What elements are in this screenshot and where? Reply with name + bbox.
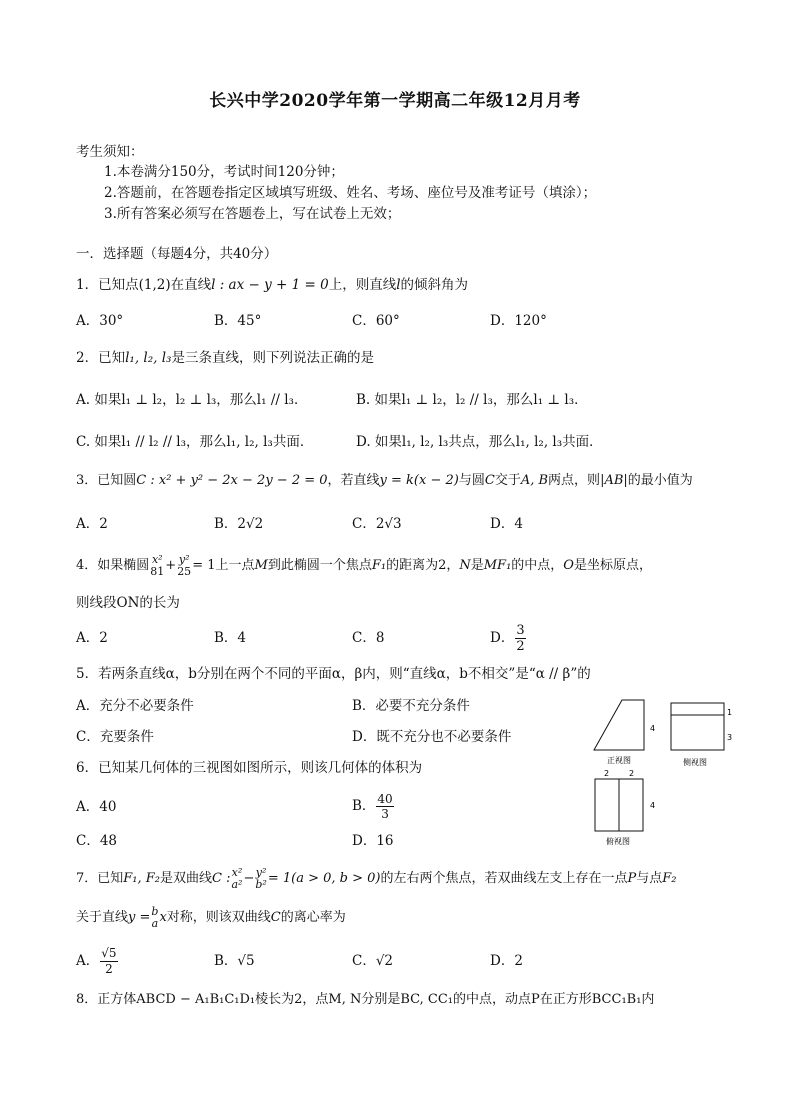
top-width-label-right: 2: [629, 769, 635, 778]
q5-option-d: D．既不充分也不必要条件: [352, 729, 512, 745]
q2-option-c: C. 如果l₁ // l₂ // l₃，那么l₁, l₂, l₃共面．: [76, 434, 314, 450]
q2-option-a: A. 如果l₁ ⊥ l₂，l₂ ⊥ l₃，那么l₁ // l₃．: [76, 392, 308, 408]
question-8: 8．正方体ABCD − A₁B₁C₁D₁棱长为2，点M, N分别是BC, CC₁的中点，动点P在正方形BCC₁B₁内: [76, 992, 655, 1007]
question-1: 1．已知点(1,2)在直线l : ax − y + 1 = 0上，则直线l的倾斜角为: [76, 277, 469, 293]
top-height-label: 4: [650, 801, 656, 810]
page-title: 长兴中学2020学年第一学期高二年级12月月考: [209, 91, 581, 111]
q7-option-d: D．2: [490, 953, 523, 969]
notice-item-2: 2.答题前，在答题卷指定区域填写班级、姓名、考场、座位号及准考证号（填涂）；: [104, 185, 597, 201]
q4-option-c: C．8: [352, 630, 385, 646]
q7-option-b: B．√5: [214, 953, 255, 969]
q5-option-c: C．充要条件: [76, 729, 154, 745]
side-view-label: 侧视图: [683, 758, 707, 767]
front-height-label: 4: [650, 724, 656, 733]
top-view-label: 俯视图: [606, 837, 630, 846]
side-height-label: 3: [727, 733, 733, 742]
side-view: [671, 703, 732, 767]
question-2: 2．已知l₁, l₂, l₃是三条直线，则下列说法正确的是: [76, 350, 374, 366]
three-view-figure: [592, 695, 742, 851]
question-7: 7．已知F₁, F₂是双曲线C : x² a² − y² b² = 1(a > 0, b > 0)的左右两个焦点，若双曲线左支上存在一点P与点F₂: [76, 865, 677, 891]
q6-option-b: B． $\frac{40}{3}$: [352, 792, 393, 821]
q4-option-d: D． $\frac{3}{2}$: [490, 623, 525, 654]
q3-option-a: A．2: [76, 516, 108, 532]
question-7-line-2: 关于直线y = b a x对称，则该双曲线C的离心率为: [76, 904, 346, 930]
q7-option-a: A． $\frac{√5}{2}$: [76, 946, 117, 976]
section-heading: 一．选择题（每题4分，共40分）: [76, 246, 278, 262]
top-width-label-left: 2: [604, 769, 610, 778]
q3-option-b: B．2√2: [214, 516, 264, 532]
question-4: 4．如果椭圆 x² 81 + y² 25 = 1上一点M到此椭圆一个焦点F₁的距离为2，N是MF₁的中点，O是坐标原点，: [76, 552, 652, 578]
q6-option-d: D．16: [352, 833, 394, 849]
q7-option-c: C．√2: [352, 953, 394, 969]
question-4-line-2: 则线段ON的长为: [76, 595, 180, 611]
q5-option-b: B．必要不充分条件: [352, 698, 470, 714]
q2-option-d: D. 如果l₁, l₂, l₃共点，那么l₁, l₂, l₃共面．: [356, 434, 603, 450]
q1-option-c: C．60°: [352, 313, 400, 329]
q6-option-c: C．48: [76, 833, 118, 849]
q3-option-d: D．4: [490, 516, 523, 532]
top-view: [595, 769, 655, 846]
q1-option-d: D．120°: [490, 313, 547, 329]
side-top-label: 1: [727, 708, 733, 717]
notice-item-3: 3.所有答案必须写在答题卷上，写在试卷上无效；: [104, 206, 401, 222]
question-5: 5．若两条直线α，b分别在两个不同的平面α，β内，则“直线α，b不相交”是“α // β”的: [76, 666, 591, 682]
q2-option-b: B. 如果l₁ ⊥ l₂，l₂ // l₃，那么l₁ ⊥ l₃．: [356, 392, 588, 408]
question-6: 6．已知某几何体的三视图如图所示，则该几何体的体积为: [76, 760, 423, 776]
front-view-label: 正视图: [607, 756, 631, 765]
question-3: 3．已知圆C : x² + y² − 2x − 2y − 2 = 0，若直线y = k(x − 2)与圆C交于A, B两点，则|AB|的最小值为: [76, 473, 693, 488]
q1-option-b: B．45°: [214, 313, 262, 329]
front-view: [594, 700, 655, 765]
q4-option-b: B．4: [214, 630, 247, 646]
q6-option-a: A．40: [76, 799, 117, 815]
q5-option-a: A．充分不必要条件: [76, 698, 194, 714]
q3-option-c: C．2√3: [352, 516, 402, 532]
notice-item-1: 1.本卷满分150分，考试时间120分钟；: [104, 164, 344, 180]
q1-option-a: A．30°: [76, 313, 124, 329]
notice-heading: 考生须知：: [76, 144, 144, 160]
q4-option-a: A．2: [76, 630, 108, 646]
